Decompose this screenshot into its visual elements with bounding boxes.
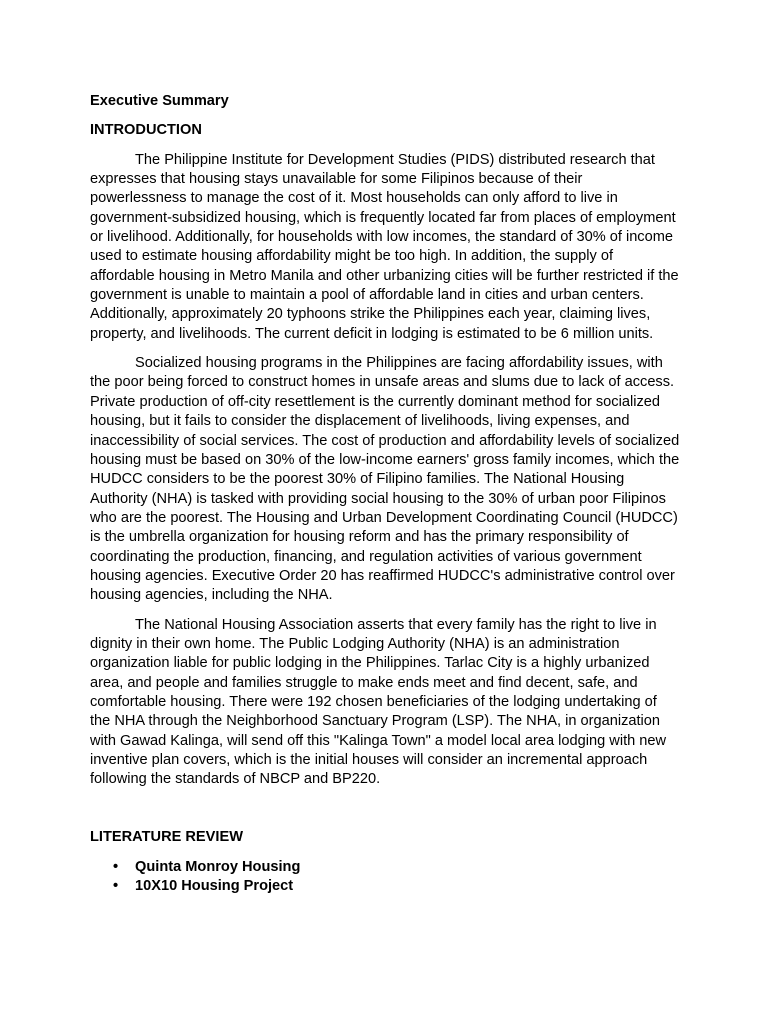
list-item-label: Quinta Monroy Housing [135, 859, 301, 876]
introduction-paragraph-2: Socialized housing programs in the Philippines are facing affordability issues, with the poor being forced to construct homes in unsafe areas and slums due to lack of access. Private production of off-city resettlement is the currently dominant method for socialized housing, but it fails to consider the displacement of livelihoods, living expenses, and inaccessibility of social services. The cost of production and affordability levels of socialized housing must be based on 30% of the low-income earners' gross family incomes, which the HUDCC considers to be the poorest 30% of Filipino families. The National Housing Authority (NHA) is tasked with providing social housing to the 30% of urban poor Filipinos who are the poorest. The Housing and Urban Development Coordinating Council (HUDCC) is the umbrella organization for housing reform and has the primary responsibility of coordinating the production, financing, and regulation activities of various government housing agencies. Executive Order 20 has reaffirmed HUDCC's administrative control over housing agencies, including the NHA. [90, 355, 680, 604]
literature-review-list [90, 858, 680, 897]
introduction-paragraph-1: The Philippine Institute for Development Studies (PIDS) distributed research that expresses that housing stays unavailable for some Filipinos because of their powerlessness to manage the cost of it. Most households can only afford to live in government-subsidized housing, which is frequently located far from places of employment or livelihood. Additionally, for households with low incomes, the standard of 30% of income used to estimate housing affordability might be too high. In addition, the supply of affordable housing in Metro Manila and other urbanizing cities will be further restricted if the government is unable to maintain a pool of affordable land in cities and urban centers. Additionally, approximately 20 typhoons strike the Philippines each year, claiming lives, property, and livelihoods. The current deficit in lodging is estimated to be 6 million units. [90, 151, 679, 342]
bullet-icon: • [113, 878, 119, 895]
introduction-paragraph-3: The National Housing Association asserts that every family has the right to live in dignity in their own home. The Public Lodging Authority (NHA) is an administration organization liable for public lodging in the Philippines. Tarlac City is a highly urbanized area, and people and families struggle to make ends meet and find decent, safe, and comfortable housing. There were 192 chosen beneficiaries of the lodging undertaking of the NHA through the Neighborhood Sanctuary Program (LSP). The NHA, in organization with Gawad Kalinga, will send off this "Kalinga Town" a model local area lodging with new inventive plan covers, which is the initial houses will consider an incremental approach following the standards of NBCP and BP220. [90, 616, 667, 788]
introduction-heading: INTRODUCTION [90, 122, 202, 139]
literature-review-heading: LITERATURE REVIEW [90, 828, 243, 845]
list-item-label: 10X10 Housing Project [135, 878, 294, 895]
document-body [90, 92, 680, 897]
bullet-icon: • [113, 859, 119, 876]
list-item [113, 858, 680, 877]
list-item [113, 877, 680, 896]
document-title: Executive Summary [90, 93, 229, 109]
